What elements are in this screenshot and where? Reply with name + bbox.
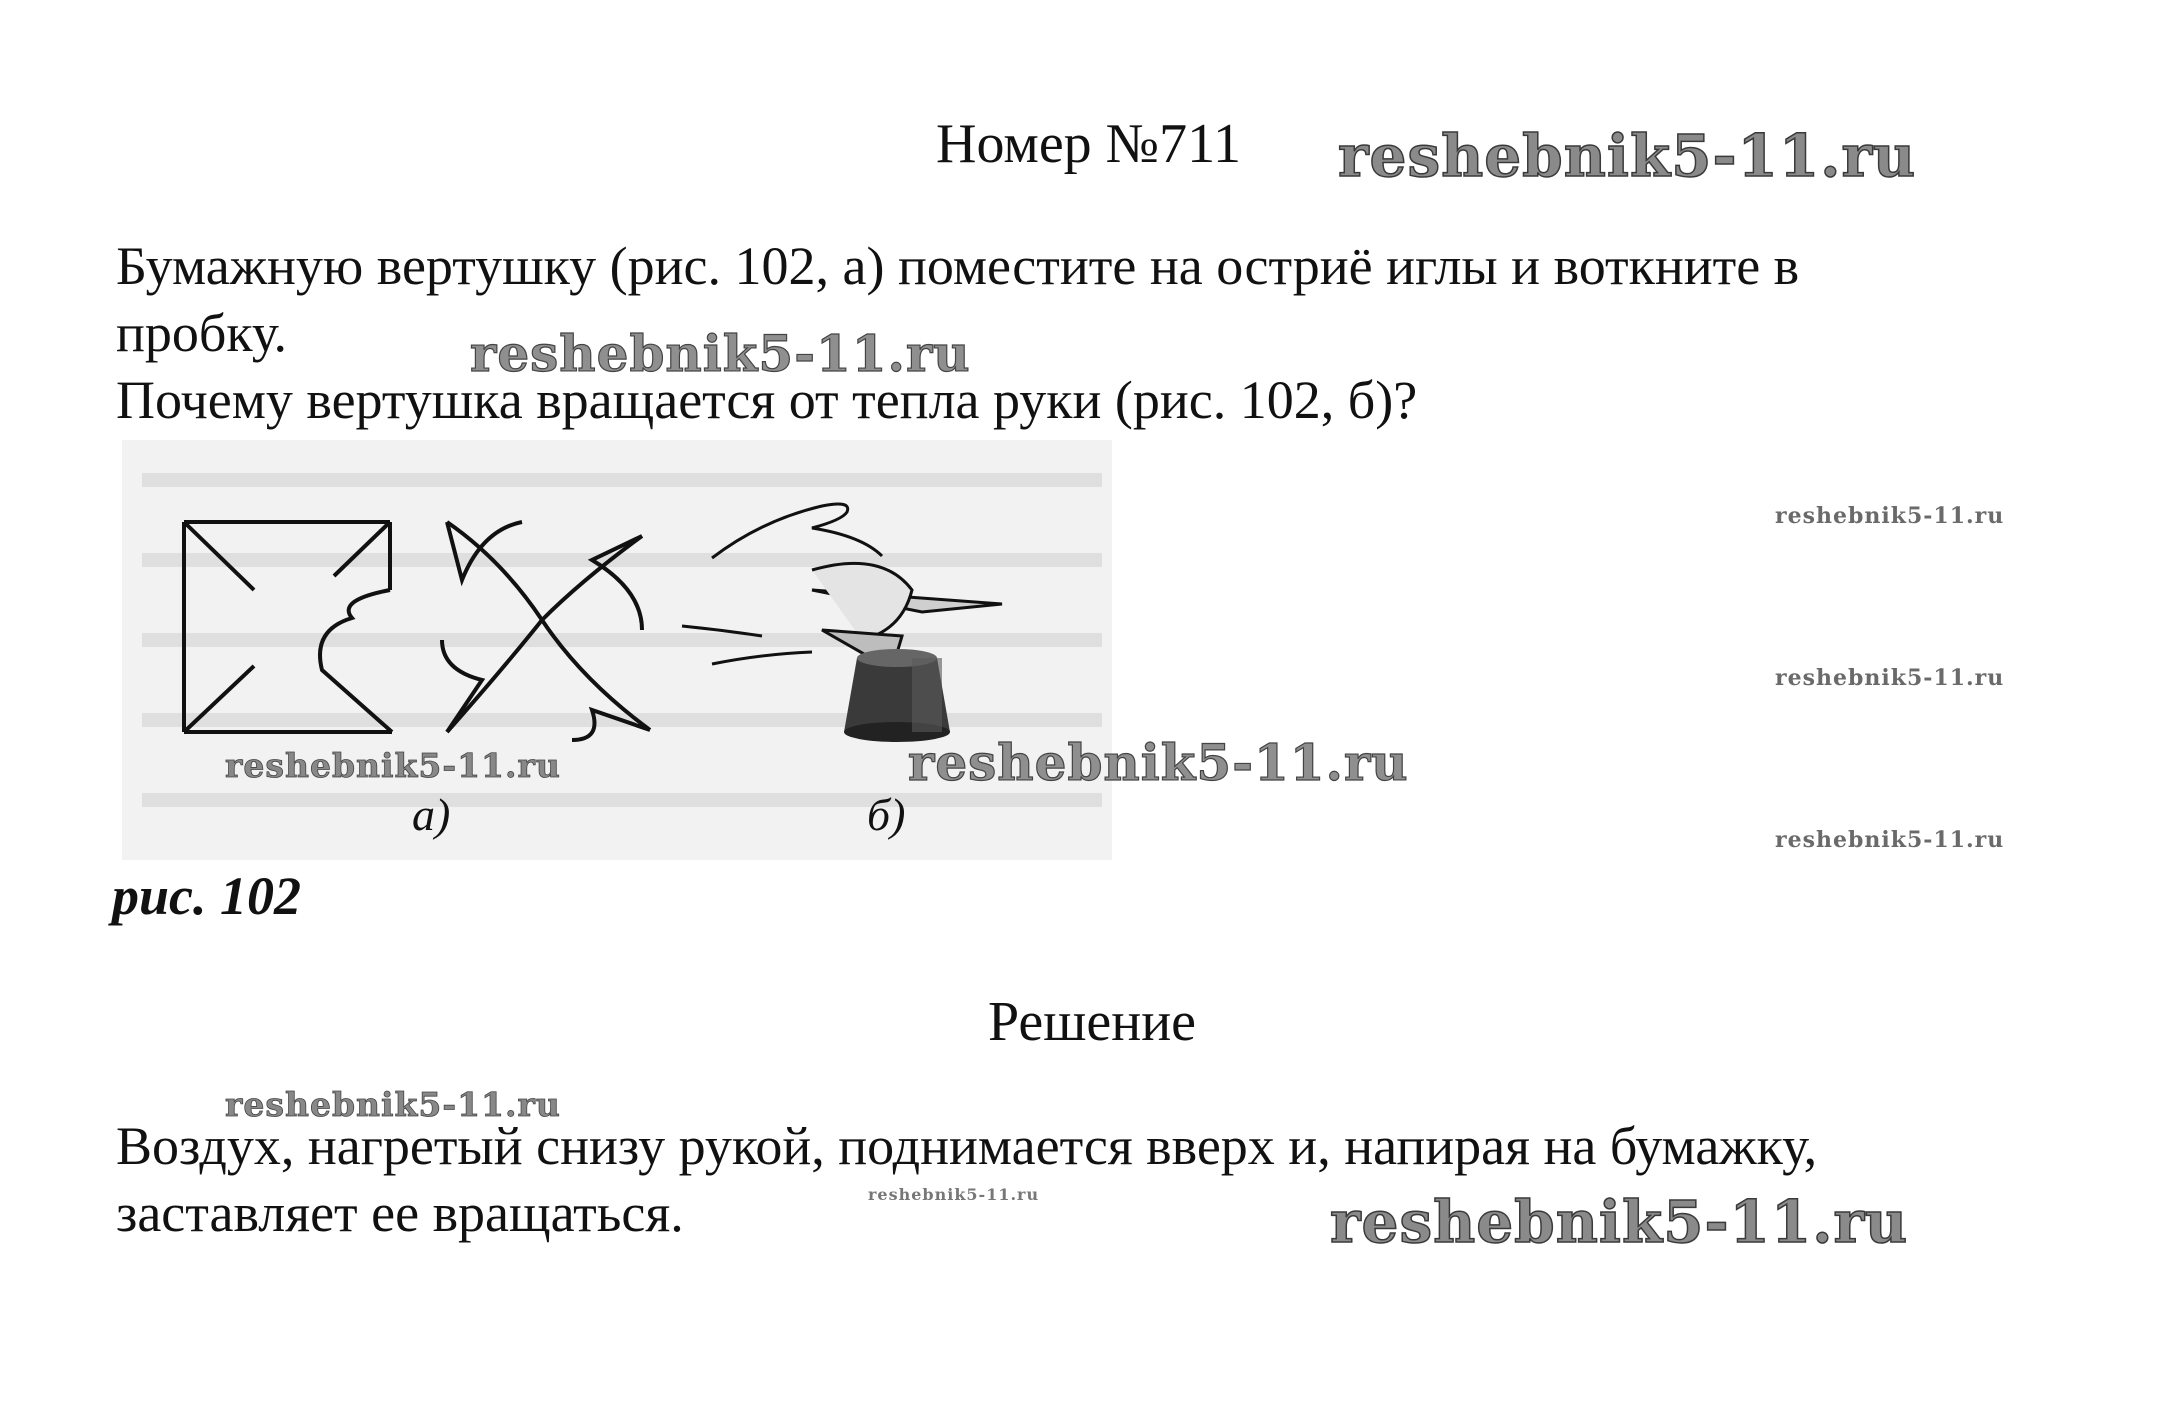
figure-illustration [122, 440, 1122, 860]
watermark: reshebnik5-11.ru [225, 746, 561, 785]
watermark: reshebnik5-11.ru [1775, 665, 2005, 691]
watermark: reshebnik5-11.ru [1775, 827, 2005, 853]
figure-label-b: б) [867, 789, 906, 840]
watermark: reshebnik5-11.ru [1338, 122, 1917, 190]
watermark: reshebnik5-11.ru [470, 324, 971, 383]
figure-102 [122, 440, 1122, 860]
watermark: reshebnik5-11.ru [225, 1085, 561, 1124]
solution-line-1: Воздух, нагретый снизу рукой, поднимается вверх и, напирая на бумажку, [116, 1116, 1818, 1176]
problem-question: Почему вертушка вращается от тепла руки (рис. 102, б)? [116, 370, 1418, 430]
watermark: reshebnik5-11.ru [868, 1185, 1040, 1204]
cork-diagram [844, 649, 950, 742]
figure-caption: рис. 102 [112, 866, 301, 926]
figure-label-a: а) [412, 789, 451, 840]
solution-heading: Решение [988, 991, 1197, 1053]
page-title: Номер №711 [936, 113, 1242, 175]
solution-line-2: заставляет ее вращаться. [116, 1183, 684, 1243]
problem-line-1: Бумажную вертушку (рис. 102, а) поместите на остриё иглы и воткните в [116, 236, 1800, 296]
watermark: reshebnik5-11.ru [908, 733, 1409, 792]
watermark: reshebnik5-11.ru [1775, 503, 2005, 529]
watermark: reshebnik5-11.ru [1330, 1188, 1909, 1256]
problem-line-2: пробку. [116, 303, 287, 363]
